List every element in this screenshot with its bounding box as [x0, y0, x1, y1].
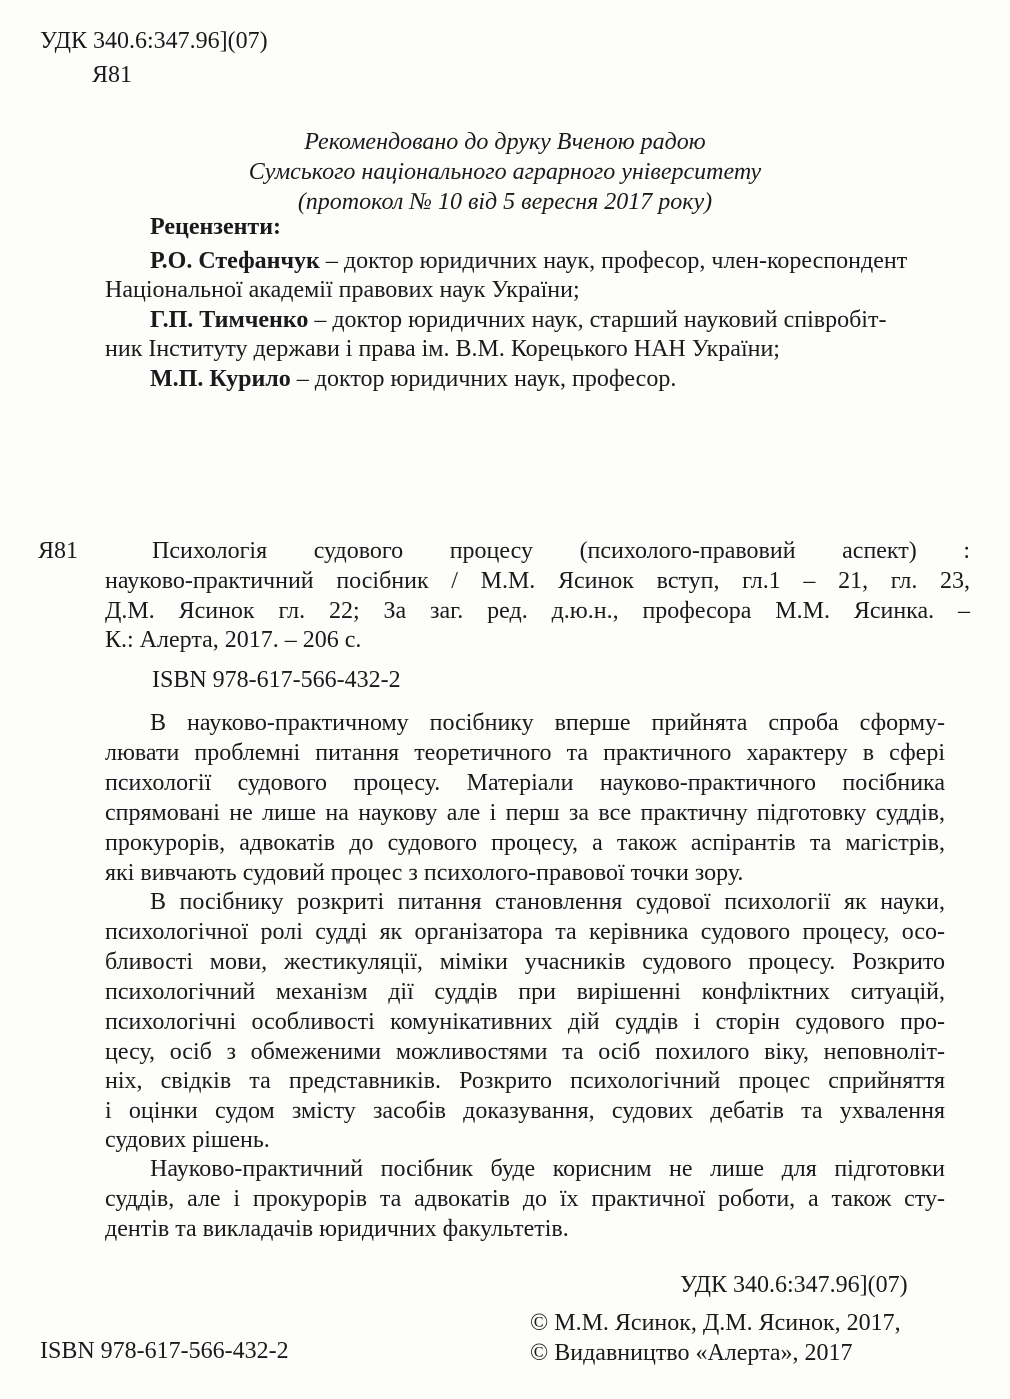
reviewer-2-text-a: – доктор юридичних наук, старший науковий співробіт- [308, 307, 887, 333]
biblio-line-3: Д.М. Ясинок гл. 22; За заг. ред. д.ю.н., професора М.М. Ясинка. – [105, 598, 970, 624]
abstract-line: психологічні особливості комунікативних дій суддів і сторін судового про- [105, 1009, 945, 1035]
abstract-line: психологічний механізм дії суддів при вирішенні конфліктних ситуацій, [105, 979, 945, 1005]
biblio-author-sign: Я81 [38, 538, 79, 564]
abstract-line: судових рішень. [105, 1127, 270, 1153]
abstract-line: психологічної ролі судді як організатора та керівника судового процесу, осо- [105, 919, 945, 945]
biblio-isbn: ISBN 978-617-566-432-2 [152, 667, 401, 693]
abstract-line: спрямовані не лише на наукову але і перш за все практичну підготовку суддів, [105, 800, 945, 826]
abstract-line: цесу, осіб з обмеженими можливостями та осіб похилого віку, неповноліт- [105, 1039, 945, 1065]
reviewers-title: Рецензенти: [150, 214, 282, 240]
biblio-line-1: Психологія судового процесу (психолого-правовий аспект) : [152, 538, 970, 564]
udk-code-top: УДК 340.6:347.96](07) [40, 28, 268, 54]
reviewer-1-text-a: – доктор юридичних наук, професор, член-кореспондент [319, 248, 908, 274]
abstract-line: і оцінки судом змісту засобів доказування, судових дебатів та ухвалення [105, 1098, 945, 1124]
abstract-line: лювати проблемні питання теоретичного та практичного характеру в сфері [105, 740, 945, 766]
copyright-publisher: © Видавництво «Алерта», 2017 [530, 1340, 853, 1366]
reviewer-3-name: М.П. Курило [150, 366, 291, 392]
abstract-line: прокурорів, адвокатів до судового процесу, а також аспірантів та магістрів, [105, 830, 945, 856]
udk-code-bottom: УДК 340.6:347.96](07) [680, 1272, 908, 1298]
reviewer-3 [150, 364, 676, 394]
abstract-line: бливості мови, жестикуляції, міміки учасників судового процесу. Розкрито [105, 949, 945, 975]
reviewer-1 [150, 246, 907, 276]
biblio-line-2: науково-практичний посібник / М.М. Ясинок вступ, гл.1 – 21, гл. 23, [105, 568, 970, 594]
isbn-bottom: ISBN 978-617-566-432-2 [40, 1338, 289, 1364]
recommendation-line-1: Рекомендовано до друку Вченою радою [304, 129, 706, 155]
copyright-authors: © М.М. Ясинок, Д.М. Ясинок, 2017, [530, 1310, 901, 1336]
reviewer-1-name: Р.О. Стефанчук [150, 248, 320, 274]
abstract-line: ніх, свідків та представників. Розкрито психологічний процес сприйняття [105, 1068, 945, 1094]
reviewer-3-text-a: – доктор юридичних наук, професор. [290, 366, 677, 392]
abstract-line: В посібнику розкриті питання становлення судової психології як науки, [150, 889, 945, 915]
recommendation-line-2: Сумського національного аграрного університету [248, 159, 762, 185]
abstract-line: Науково-практичний посібник буде корисним не лише для підготовки [150, 1156, 945, 1182]
abstract-line: які вивчають судовий процес з психолого-правової точки зору. [105, 860, 744, 886]
abstract-line: суддів, але і прокурорів та адвокатів до їх практичної роботи, а також сту- [105, 1186, 945, 1212]
biblio-line-4: К.: Алерта, 2017. – 206 с. [105, 627, 362, 653]
reviewer-1-text-b: Національної академії правових наук України; [105, 277, 580, 303]
author-sign-top: Я81 [92, 62, 133, 88]
reviewer-2-text-b: ник Інституту держави і права ім. В.М. Корецького НАН України; [105, 336, 780, 362]
recommendation-line-3: (протокол № 10 від 5 вересня 2017 року) [297, 189, 713, 215]
abstract-line: В науково-практичному посібнику вперше прийнята спроба сформу- [150, 710, 945, 736]
reviewer-2 [150, 305, 886, 335]
abstract-line: дентів та викладачів юридичних факультетів. [105, 1216, 569, 1242]
abstract-line: психології судового процесу. Матеріали науково-практичного посібника [105, 770, 945, 796]
reviewer-2-name: Г.П. Тимченко [150, 307, 309, 333]
